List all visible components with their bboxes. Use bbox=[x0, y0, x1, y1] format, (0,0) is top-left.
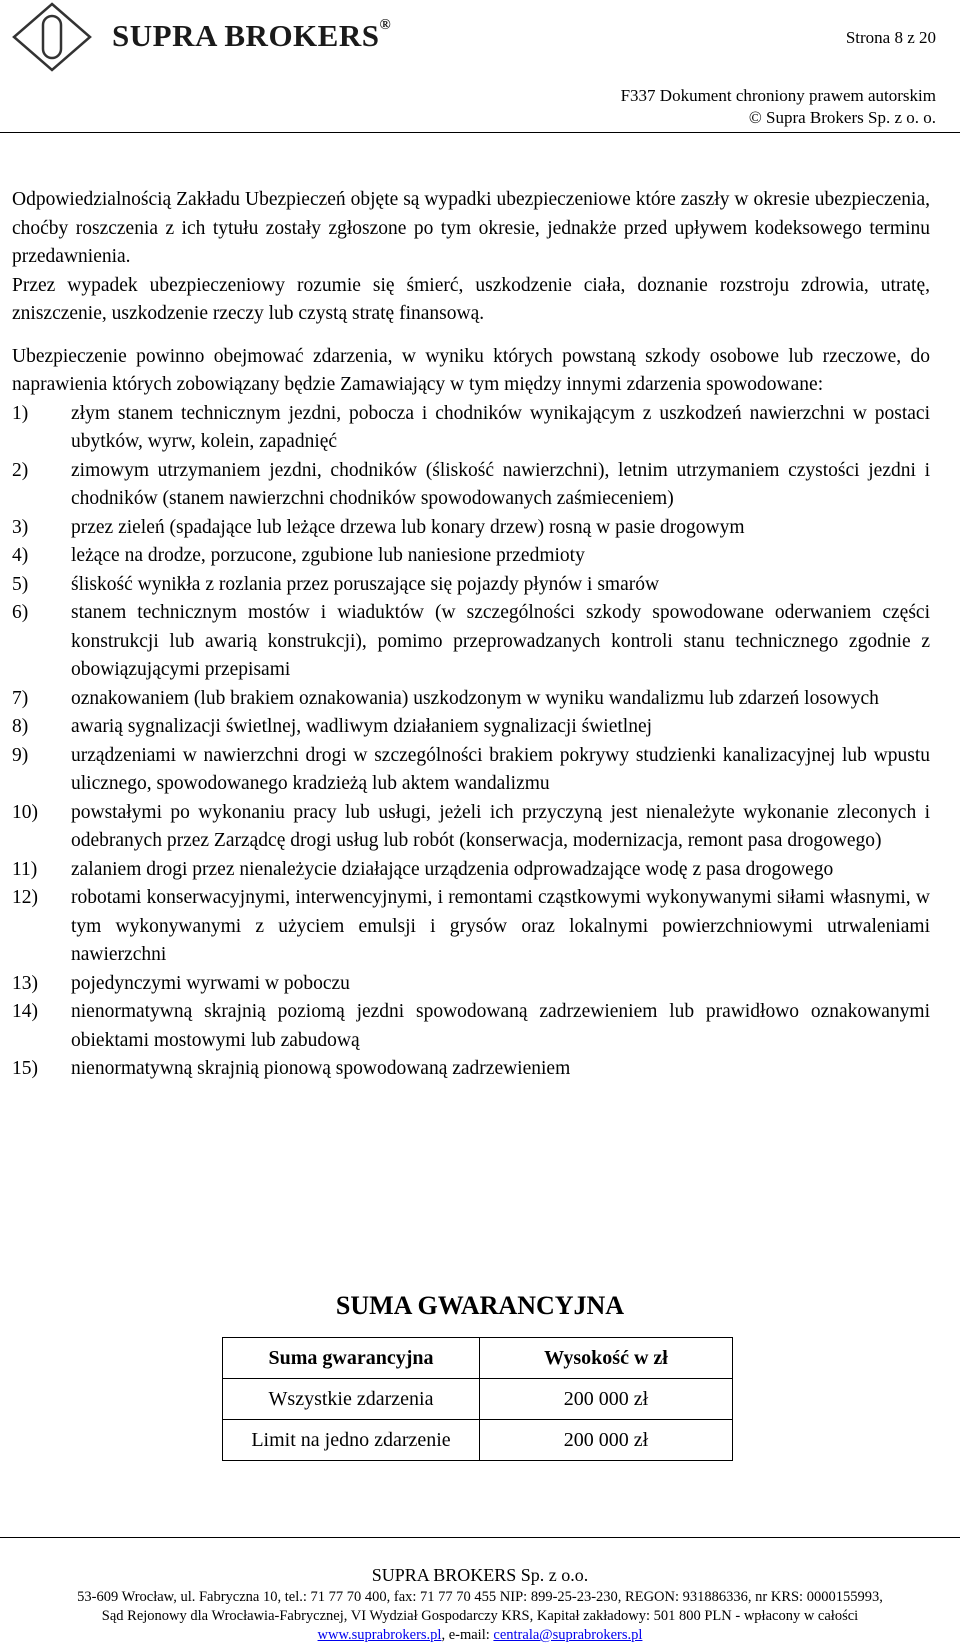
table-cell: 200 000 zł bbox=[480, 1420, 733, 1461]
table-cell: Wszystkie zdarzenia bbox=[223, 1379, 480, 1420]
paragraph-coverage: Ubezpieczenie powinno obejmować zdarzenia, w wyniku których powstaną szkody osobowe lub rzeczowe, do naprawienia których zobowiązany będzie Zamawiający w tym między innymi zdarzenia spowodowane: bbox=[12, 345, 930, 395]
list-item-number: 5) bbox=[12, 573, 29, 595]
list-item bbox=[12, 599, 930, 685]
registered-mark: ® bbox=[379, 16, 392, 33]
list-item-number: 4) bbox=[12, 545, 29, 566]
list-item bbox=[12, 713, 930, 742]
list-item-number: 1) bbox=[12, 402, 29, 424]
list-item-text: pojedynczymi wyrwami w poboczu bbox=[71, 972, 350, 994]
table-header-row bbox=[223, 1338, 733, 1379]
email-link[interactable]: centrala@suprabrokers.pl bbox=[493, 1627, 643, 1643]
list-item bbox=[12, 884, 930, 970]
footer-company: SUPRA BROKERS Sp. z o.o. bbox=[371, 1565, 589, 1585]
brand-text: SUPRA BROKERS bbox=[112, 18, 380, 53]
copyright-notice: F337 Dokument chroniony prawem autorskim bbox=[620, 86, 936, 105]
list-item bbox=[12, 998, 930, 1055]
list-item bbox=[12, 685, 930, 714]
list-item-text: przez zieleń (spadające lub leżące drzewa lub konary drzew) rosną w pasie drogowym bbox=[71, 516, 745, 538]
page-number: Strona 8 z 20 bbox=[845, 28, 936, 47]
list-item-text: zimowym utrzymaniem jezdni, chodników (śliskość nawierzchni), letnim utrzymaniem czystości jezdni i chodników (stanem nawierzchni chodników spowodowanych zaśmieceniem) bbox=[71, 459, 930, 509]
list-item bbox=[12, 514, 930, 543]
list-item-text: stanem technicznym mostów i wiaduktów (w szczególności szkody spowodowane oderwaniem części konstrukcji lub awarią konstrukcji), pomimo przeprowadzanych kontroli stanu technicznego zgodnie z obowiązującymi przepisami bbox=[71, 602, 930, 680]
list-item-text: awarią sygnalizacji świetlnej, wadliwym działaniem sygnalizacji świetlnej bbox=[71, 716, 653, 737]
list-item-number: 11) bbox=[12, 858, 38, 880]
footer-contact bbox=[0, 1627, 960, 1644]
sum-guarantee-title: SUMA GWARANCYJNA bbox=[335, 1291, 625, 1320]
list-item-number: 13) bbox=[12, 972, 38, 994]
list-item-text: oznakowaniem (lub brakiem oznakowania) uszkodzonym w wyniku wandalizmu lub zdarzeń losowych bbox=[71, 687, 879, 709]
sum-guarantee-table bbox=[222, 1337, 733, 1461]
list-item-number: 2) bbox=[12, 459, 29, 481]
paragraph-accident-definition: Przez wypadek ubezpieczeniowy rozumie się śmierć, uszkodzenie ciała, doznanie rozstroju zdrowia, utratę, zniszczenie, uszkodzenie rzeczy lub czystą stratę finansową. bbox=[12, 274, 930, 324]
list-item bbox=[12, 970, 930, 999]
list-item-text: złym stanem technicznym jezdni, pobocza i chodników wynikającym z uszkodzeń nawierzchni w postaci ubytków, wyrw, kolein, zapadnięć bbox=[71, 402, 930, 452]
list-item-number: 8) bbox=[12, 716, 29, 737]
list-item bbox=[12, 799, 930, 856]
list-item bbox=[12, 1055, 930, 1084]
brand-name bbox=[112, 18, 391, 54]
email-label: , e-mail: bbox=[441, 1627, 494, 1643]
document-body bbox=[12, 186, 930, 1084]
list-item bbox=[12, 400, 930, 457]
list-item-text: nienormatywną skrajnią poziomą jezdni spowodowaną zadrzewieniem lub prawidłowo oznakowanymi obiektami mostowymi lub zabudową bbox=[71, 1001, 930, 1051]
list-item bbox=[12, 742, 930, 799]
table-cell: 200 000 zł bbox=[480, 1379, 733, 1420]
list-item-text: nienormatywną skrajnią pionową spowodowaną zadrzewieniem bbox=[71, 1058, 571, 1079]
covered-events-list bbox=[12, 400, 930, 1084]
copyright-owner: © Supra Brokers Sp. z o. o. bbox=[748, 108, 936, 127]
list-item-text: robotami konserwacyjnymi, interwencyjnymi, i remontami cząstkowymi wykonywanymi siłami własnymi, w tym wykonywanymi z użyciem emulsji i grysów oraz lokalnymi powierzchniowymi utrwaleniami nawierzchni bbox=[71, 887, 930, 965]
list-item bbox=[12, 457, 930, 514]
list-item-text: zalaniem drogi przez nienależycie działające urządzenia odprowadzające wodę z pasa drogowego bbox=[71, 858, 834, 880]
footer-divider bbox=[0, 1537, 960, 1538]
list-item-number: 12) bbox=[12, 887, 38, 908]
footer-registration: Sąd Rejonowy dla Wrocławia-Fabrycznej, VI Wydział Gospodarczy KRS, Kapitał zakładowy: 501 800 PLN - wpłacony w całości bbox=[101, 1608, 859, 1624]
list-item-text: śliskość wynikła z rozlania przez poruszające się pojazdy płynów i smarów bbox=[71, 573, 660, 595]
list-item-number: 14) bbox=[12, 1001, 38, 1022]
list-item bbox=[12, 542, 930, 571]
list-item-number: 15) bbox=[12, 1058, 38, 1079]
paragraph-liability: Odpowiedzialnością Zakładu Ubezpieczeń objęte są wypadki ubezpieczeniowe które zaszły w okresie ubezpieczenia, choćby roszczenia z ich tytułu zostały zgłoszone po tym okresie, jednakże przed upływem kodeksowego terminu przedawnienia. bbox=[12, 189, 930, 267]
table-row bbox=[223, 1420, 733, 1461]
website-link[interactable]: www.suprabrokers.pl bbox=[317, 1627, 442, 1643]
table-cell: Limit na jedno zdarzenie bbox=[223, 1420, 480, 1461]
list-item bbox=[12, 571, 930, 600]
table-row bbox=[223, 1379, 733, 1420]
list-item-number: 6) bbox=[12, 602, 29, 623]
list-item-text: urządzeniami w nawierzchni drogi w szczególności brakiem pokrywy studzienki kanalizacyjnej lub wpustu ulicznego, spowodowanego kradzieżą lub aktem wandalizmu bbox=[71, 744, 930, 794]
header-divider bbox=[0, 132, 960, 133]
footer-address: 53-609 Wrocław, ul. Fabryczna 10, tel.: 71 77 70 400, fax: 71 77 70 455 NIP: 899-25-23-230, REGON: 931886336, nr KRS: 0000155993, bbox=[77, 1589, 883, 1605]
table-header-cell: Suma gwarancyjna bbox=[223, 1338, 480, 1379]
list-item-number: 3) bbox=[12, 516, 29, 538]
supra-brokers-logo bbox=[12, 2, 92, 72]
list-item-text: powstałymi po wykonaniu pracy lub usługi, jeżeli ich przyczyną jest nienależyte wykonanie zleconych i odebranych przez Zarządcę drogi usług lub robót (konserwacja, modernizacja, remont pasa drogowego) bbox=[71, 801, 930, 851]
table-header-cell: Wysokość w zł bbox=[480, 1338, 733, 1379]
list-item-number: 7) bbox=[12, 687, 29, 709]
list-item-number: 9) bbox=[12, 744, 29, 766]
list-item bbox=[12, 856, 930, 885]
list-item-number: 10) bbox=[12, 801, 38, 823]
list-item-text: leżące na drodze, porzucone, zgubione lub naniesione przedmioty bbox=[71, 545, 585, 566]
